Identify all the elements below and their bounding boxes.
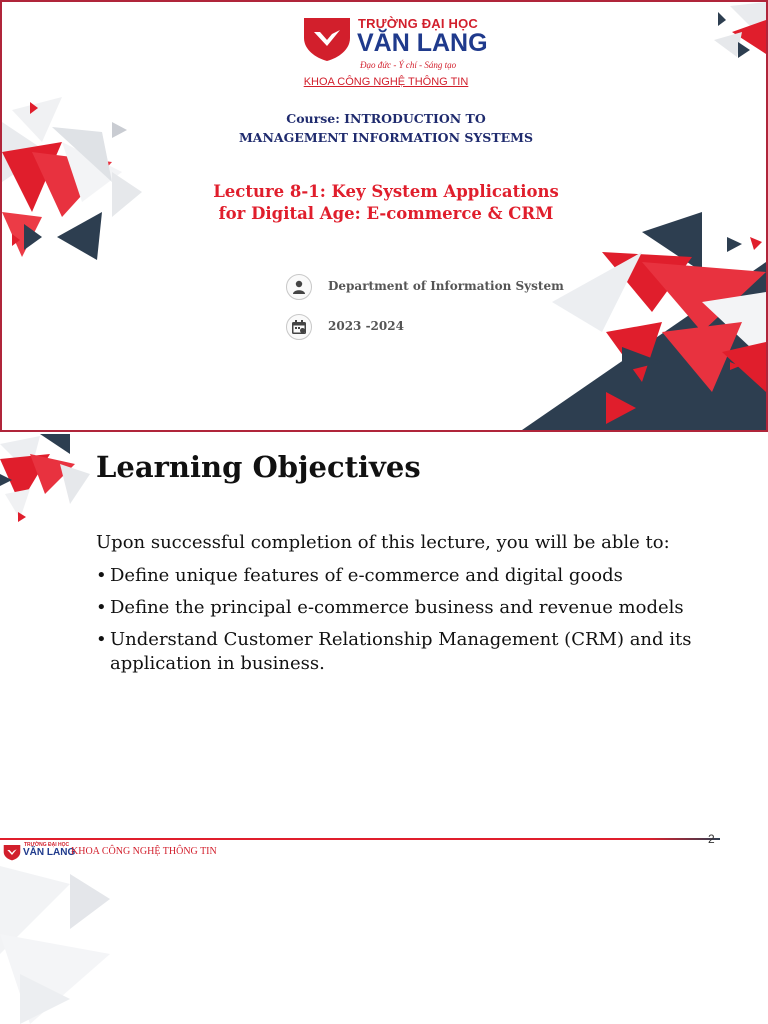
- department-text: Department of Information System: [328, 279, 564, 293]
- course-title-line2: MANAGEMENT INFORMATION SYSTEMS: [238, 130, 534, 145]
- objective-text: Define unique features of e-commerce and digital goods: [110, 565, 623, 586]
- objective-text: Define the principal e-commerce business and revenue models: [110, 597, 684, 618]
- decorative-triangles-background: [0, 434, 768, 1024]
- footer-university-name: VĂN LANG: [23, 847, 76, 858]
- learning-objectives-slide: [0, 434, 768, 1024]
- objective-text: Understand Customer Relationship Management (CRM) and its application in business.: [110, 629, 692, 674]
- objectives-list: [96, 564, 736, 684]
- list-item: [96, 564, 736, 588]
- logo-motto: Đạo đức - Ý chí - Sáng tạo: [360, 60, 457, 70]
- bullet-icon: •: [96, 565, 107, 586]
- lecture-title: [2, 181, 768, 225]
- lecture-title-line1: Lecture 8-1: Key System Applications: [213, 182, 559, 201]
- faculty-name: KHOA CÔNG NGHỆ THÔNG TIN: [303, 76, 469, 88]
- slide-title: Learning Objectives: [96, 450, 421, 484]
- shield-logo-icon: [302, 16, 352, 62]
- footer-faculty-name: KHOA CÔNG NGHỆ THÔNG TIN: [71, 846, 217, 857]
- course-title: [2, 109, 768, 147]
- year-text: 2023 -2024: [328, 319, 404, 333]
- list-item: [96, 628, 736, 676]
- title-slide: [0, 0, 768, 432]
- course-title-line1: Course: INTRODUCTION TO: [286, 111, 486, 126]
- bullet-icon: •: [96, 597, 107, 618]
- calendar-icon: [286, 314, 312, 340]
- intro-text: Upon successful completion of this lecture, you will be able to:: [96, 532, 670, 553]
- logo-university-line: TRƯỜNG ĐẠI HỌC: [358, 16, 479, 31]
- bullet-icon: •: [96, 629, 107, 650]
- university-logo: [302, 16, 488, 82]
- lecture-title-line2: for Digital Age: E-commerce & CRM: [218, 204, 554, 223]
- footer-shield-logo-icon: [3, 844, 21, 861]
- footer-university-line: TRƯỜNG ĐẠI HỌC: [24, 842, 70, 848]
- person-icon: [286, 274, 312, 300]
- logo-university-name: VĂN LANG: [357, 29, 488, 57]
- page-number: 2: [708, 832, 715, 846]
- footer-divider: [0, 838, 720, 840]
- list-item: [96, 596, 736, 620]
